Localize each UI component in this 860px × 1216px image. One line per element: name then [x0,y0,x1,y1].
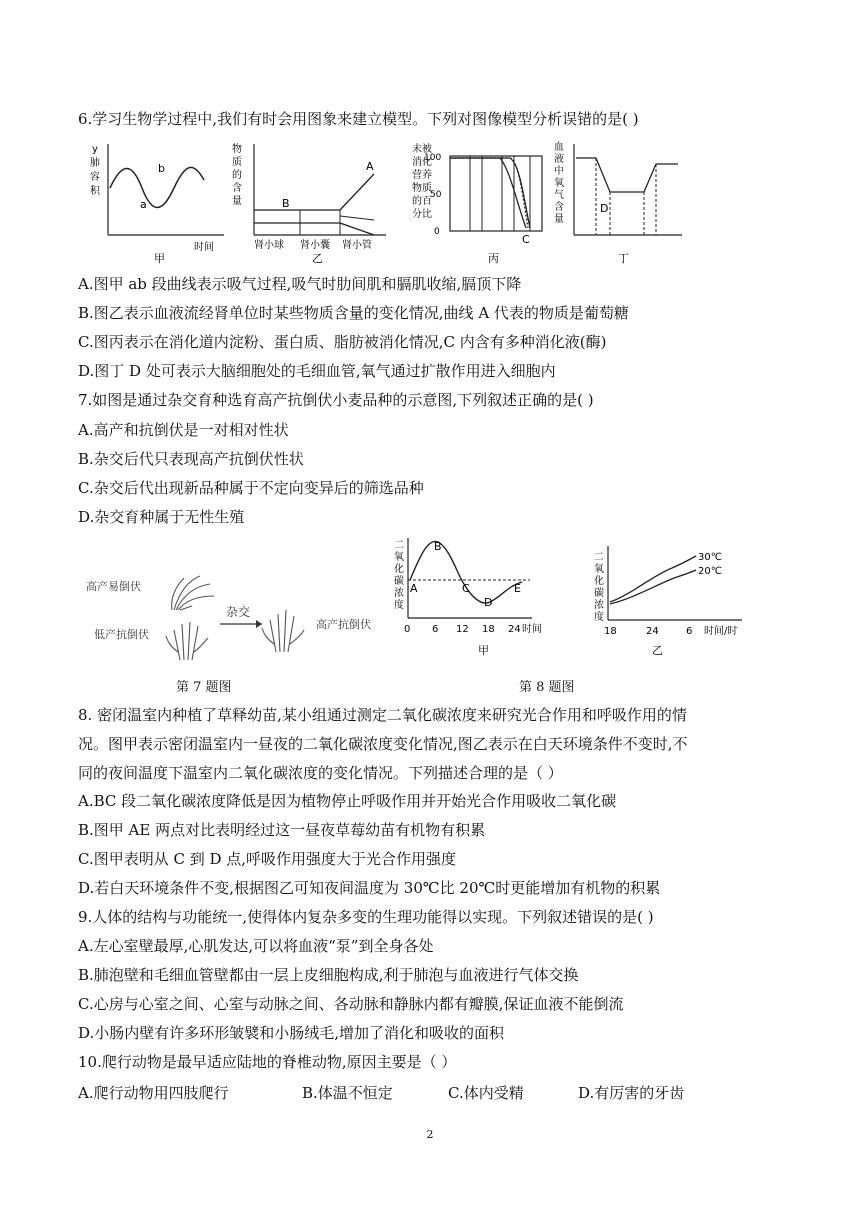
svg-text:含: 含 [554,202,564,213]
svg-text:二: 二 [594,552,604,563]
bing-tick-0: 0 [434,227,440,237]
cross-label: 杂交 [226,605,251,619]
yi8-tick-6: 6 [686,626,693,637]
q9-stem: 9.人体的结构与功能统一,使得体内复杂多变的生理功能得以实现。下列叙述错误的是( ) [78,908,654,926]
svg-text:浓: 浓 [594,600,604,611]
jia8-tick-0: 0 [404,624,411,635]
wheat-plant-2-icon [166,622,208,660]
q6-option-a: A.图甲 ab 段曲线表示吸气过程,吸气时肋间肌和膈肌收缩,膈顶下降 [78,275,522,293]
q8-stem-2: 况。图甲表示密闭温室内一昼夜的二氧化碳浓度变化情况,图乙表示在白天环境条件不变时,不 [78,735,688,753]
svg-text:容: 容 [90,172,100,183]
q7-caption: 第 7 题图 [176,680,232,695]
svg-text:量: 量 [554,214,564,225]
bing-tick-100: 100 [424,153,442,163]
jia-ylabel: 肺 [90,158,100,169]
ding-caption: 丁 [618,252,629,265]
q10-option-b: B.体温不恒定 [302,1084,393,1102]
jia8-tick-24: 24 [508,624,521,635]
q8-figure-jia [392,536,572,668]
jia8-point-D: D [484,596,493,609]
jia8-tick-12: 12 [456,624,469,635]
svg-text:物: 物 [232,144,242,155]
q7-option-c: C.杂交后代出现新品种属于不定向变异后的筛选品种 [78,479,424,497]
q8-option-a: A.BC 段二氧化碳浓度降低是因为植物停止呼吸作用并开始光合作用吸收二氧化碳 [78,792,617,810]
q10-option-d: D.有厉害的牙齿 [578,1084,685,1102]
q7-stem: 7.如图是通过杂交育种选育高产抗倒伏小麦品种的示意图,下列叙述正确的是( ) [78,391,594,409]
svg-text:营养: 营养 [412,170,432,181]
yi8-caption: 乙 [652,644,663,657]
q6-figure-jia [84,140,234,269]
yi-label-A: A [366,160,374,173]
offspring-label: 高产抗倒伏 [316,618,371,631]
bing-label-C: C [522,233,530,246]
co2-20c-curve [610,570,696,604]
jia8-xunit: 时间 [522,624,542,635]
q6-figure-ding [552,140,692,269]
q8-stem-1: 8. 密闭温室内种植了草释幼苗,某小组通过测定二氧化碳浓度来研究光合作用和呼吸作用的情 [78,706,687,724]
q7-figure [80,560,390,674]
co2-30c-curve [610,556,696,602]
q9-option-d: D.小肠内壁有许多环形皱襞和小肠绒毛,增加了消化和吸收的面积 [78,1024,505,1042]
q6-stem: 6.学习生物学过程中,我们有时会用图象来建立模型。下列对图像模型分析误错的是( ) [78,110,639,128]
q9-option-a: A.左心室壁最厚,心肌发达,可以将血液“泵”到全身各处 [78,937,434,955]
q6-figure-bing [410,140,550,269]
q9-option-c: C.心房与心室之间、心室与动脉之间、各动脉和静脉内都有瓣膜,保证血液不能倒流 [78,995,624,1013]
yi8-series-20: 20℃ [698,566,722,577]
q10-stem: 10.爬行动物是最早适应陆地的脊椎动物,原因主要是（ ） [78,1053,457,1071]
svg-text:未被: 未被 [412,144,432,155]
yi8-xunit: 时间/时 [704,626,738,637]
wheat-plant-1-icon [172,576,214,610]
q6-option-d: D.图丁 D 处可表示大脑细胞处的毛细血管,氧气通过扩散作用进入细胞内 [78,362,556,380]
q8-figure-yi [592,536,760,668]
q7-option-b: B.杂交后代只表现高产抗倒伏性状 [78,450,304,468]
q6-option-b: B.图乙表示血液流经肾单位时某些物质含量的变化情况,曲线 A 代表的物质是葡萄糖 [78,304,629,322]
svg-text:消化: 消化 [412,157,432,168]
q8-stem-3: 同的夜间温度下温室内二氧化碳浓度的变化情况。下列描述合理的是（ ） [78,764,563,782]
bing-tick-50: 50 [430,190,442,200]
svg-text:氧: 氧 [554,178,564,189]
svg-text:度: 度 [594,612,604,623]
jia8-point-B: B [434,540,442,553]
yi-caption: 乙 [312,252,323,265]
q9-option-b: B.肺泡壁和毛细血管壁都由一层上皮细胞构成,利于肺泡与血液进行气体交换 [78,966,579,984]
svg-text:氧: 氧 [594,564,604,575]
svg-text:的百: 的百 [412,196,432,207]
wheat-parent-1-label: 高产易倒伏 [86,580,141,593]
jia8-point-C: C [462,582,470,595]
svg-text:积: 积 [90,186,100,197]
jia-ylabel-y: y [92,144,98,155]
ding-label-D: D [600,202,609,215]
q7-option-a: A.高产和抗倒伏是一对相对性状 [78,421,289,439]
jia-caption: 甲 [154,252,165,265]
svg-text:二: 二 [394,540,404,551]
q8-option-b: B.图甲 AE 两点对比表明经过这一昼夜草莓幼苗有机物有积累 [78,821,486,839]
lung-volume-curve [110,167,204,207]
svg-text:度: 度 [394,600,404,611]
svg-text:血: 血 [554,142,564,153]
jia8-tick-6: 6 [432,624,439,635]
jia-point-a: a [140,198,147,211]
q8-caption: 第 8 题图 [519,680,575,695]
svg-text:物质: 物质 [412,183,432,194]
q10-option-a: A.爬行动物用四肢爬行 [78,1084,229,1102]
jia8-point-A: A [410,582,418,595]
svg-text:质: 质 [232,157,242,168]
yi-label-B: B [282,197,290,210]
svg-text:中: 中 [554,166,564,177]
q7-option-d: D.杂交育种属于无性生殖 [78,508,245,526]
wheat-parent-2-label: 低产抗倒伏 [94,628,149,641]
svg-text:的: 的 [232,170,242,181]
q8-option-c: C.图甲表明从 C 到 D 点,呼吸作用强度大于光合作用强度 [78,850,457,868]
yi8-tick-24: 24 [646,626,659,637]
q6-option-c: C.图丙表示在消化道内淀粉、蛋白质、脂肪被消化情况,C 内含有多种消化液(酶) [78,333,607,351]
yi-x3: 肾小管 [342,240,372,251]
page-number: 2 [426,1128,434,1141]
wheat-offspring-icon [262,610,304,652]
yi8-tick-18: 18 [604,626,617,637]
yi-x2: 肾小囊 [300,240,330,251]
yi8-series-30: 30℃ [698,552,722,563]
svg-text:分比: 分比 [412,209,432,220]
svg-text:碳: 碳 [594,588,604,599]
q6-figure-yi [228,140,388,269]
svg-text:氧: 氧 [394,552,404,563]
svg-text:化: 化 [594,576,604,587]
svg-text:浓: 浓 [394,588,404,599]
jia-xlabel: 时间 [194,242,214,253]
svg-text:含: 含 [232,183,242,194]
jia8-caption: 甲 [478,644,489,657]
svg-text:气: 气 [554,190,564,201]
q10-option-c: C.体内受精 [448,1084,524,1102]
bing-caption: 丙 [488,252,499,265]
yi-x1: 肾小球 [254,240,284,251]
svg-text:液: 液 [554,154,564,165]
svg-text:量: 量 [232,196,242,207]
q8-option-d: D.若白天环境条件不变,根据图乙可知夜间温度为 30℃比 20℃时更能增加有机物的积累 [78,879,661,897]
svg-text:碳: 碳 [394,576,404,587]
jia8-tick-18: 18 [482,624,495,635]
svg-text:化: 化 [394,564,404,575]
jia-point-b: b [158,162,165,175]
jia8-point-E: E [514,582,521,595]
